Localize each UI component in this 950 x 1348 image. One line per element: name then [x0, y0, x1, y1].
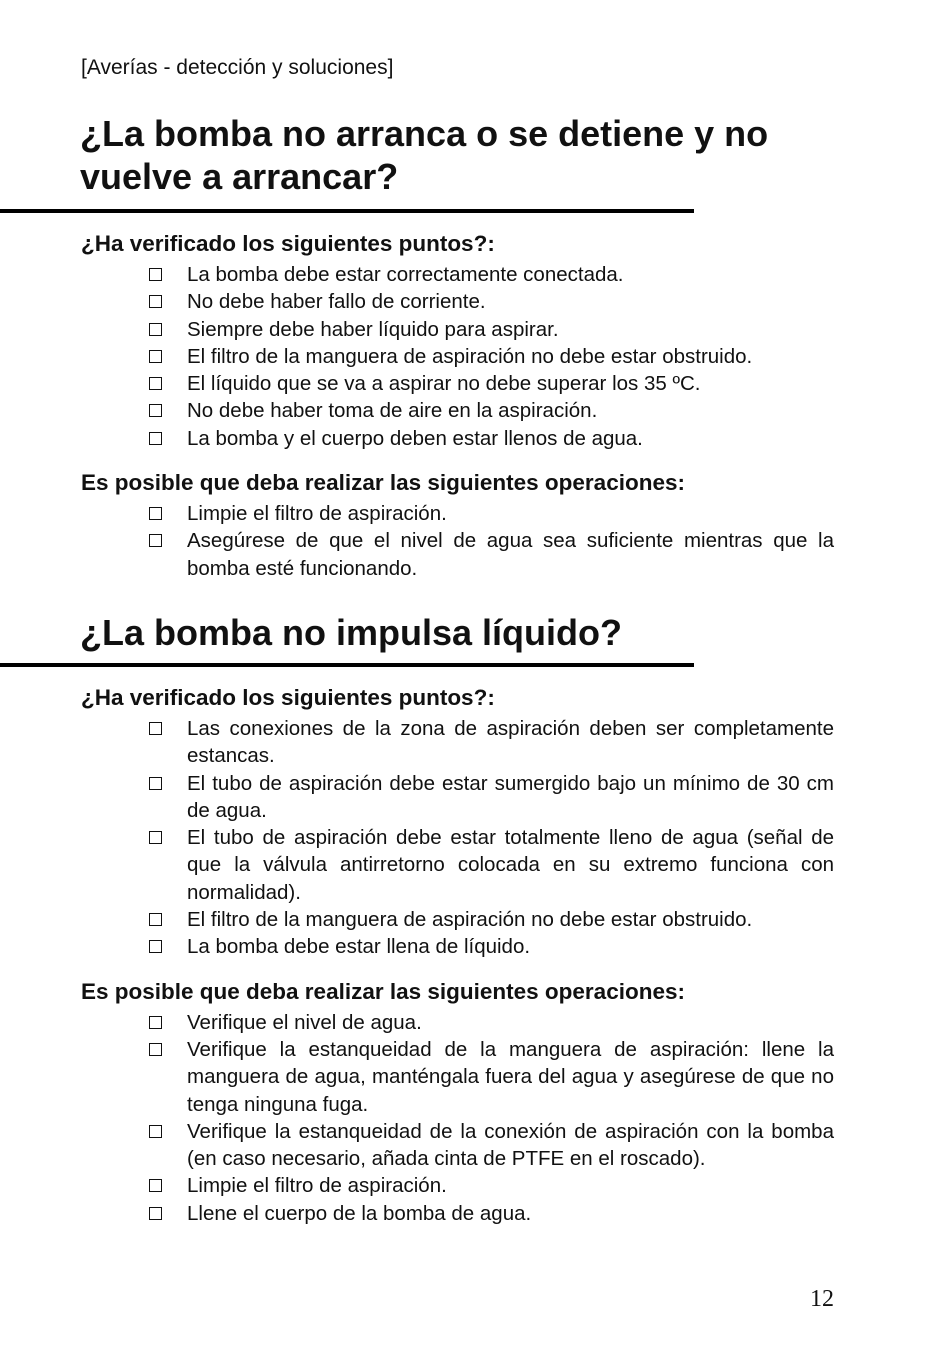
list-item: Limpie el filtro de aspiración.	[148, 1172, 834, 1199]
list-item: No debe haber toma de aire en la aspiración.	[148, 397, 834, 424]
checklist-checks	[0, 261, 834, 452]
list-item: El líquido que se va a aspirar no debe superar los 35 ºC.	[148, 370, 834, 397]
checkbox-icon	[149, 1179, 162, 1192]
section-title: ¿La bomba no arranca o se detiene y no vuelve a arrancar?	[80, 113, 769, 197]
list-item: Asegúrese de que el nivel de agua sea suficiente mientras que la bomba esté funcionando.	[148, 527, 834, 582]
checkbox-icon	[149, 350, 162, 363]
checkbox-icon	[149, 1207, 162, 1220]
checklist-operations	[0, 1009, 834, 1227]
checkbox-icon	[149, 377, 162, 390]
list-item: Las conexiones de la zona de aspiración deben ser completamente estancas.	[148, 715, 834, 770]
group-heading-checks: ¿Ha verificado los siguientes puntos?:	[81, 685, 495, 710]
section-title: ¿La bomba no impulsa líquido?	[80, 612, 622, 653]
checkbox-icon	[149, 534, 162, 547]
checklist-checks	[0, 715, 834, 961]
checkbox-icon	[149, 432, 162, 445]
list-item: El filtro de la manguera de aspiración no debe estar obstruido.	[148, 343, 834, 370]
checkbox-icon	[149, 404, 162, 417]
checkbox-icon	[149, 1016, 162, 1029]
checkbox-icon	[149, 913, 162, 926]
list-item: La bomba debe estar correctamente conectada.	[148, 261, 834, 288]
list-item: Limpie el filtro de aspiración.	[148, 500, 834, 527]
checkbox-icon	[149, 1125, 162, 1138]
page-number: 12	[810, 1286, 834, 1312]
checkbox-icon	[149, 268, 162, 281]
list-item: El tubo de aspiración debe estar totalmente lleno de agua (señal de que la válvula antirretorno colocada en su extremo funciona con normalidad).	[148, 824, 834, 906]
checkbox-icon	[149, 831, 162, 844]
section-pump-not-pumping	[0, 611, 950, 1227]
list-item: La bomba y el cuerpo deben estar llenos de agua.	[148, 425, 834, 452]
list-item: Llene el cuerpo de la bomba de agua.	[148, 1200, 834, 1227]
list-item: Verifique la estanqueidad de la conexión de aspiración con la bomba (en caso necesario, añada cinta de PTFE en el roscado).	[148, 1118, 834, 1173]
section-pump-not-starting	[0, 112, 950, 582]
checkbox-icon	[149, 1043, 162, 1056]
group-heading-operations: Es posible que deba realizar las siguientes operaciones:	[81, 978, 685, 1004]
list-item: El filtro de la manguera de aspiración no debe estar obstruido.	[148, 906, 834, 933]
checkbox-icon	[149, 777, 162, 790]
page-header: [Averías - detección y soluciones]	[81, 56, 394, 79]
checkbox-icon	[149, 940, 162, 953]
checkbox-icon	[149, 295, 162, 308]
checklist-operations	[0, 500, 834, 582]
list-item: Siempre debe haber líquido para aspirar.	[148, 316, 834, 343]
list-item: El tubo de aspiración debe estar sumergido bajo un mínimo de 30 cm de agua.	[148, 770, 834, 825]
group-heading-checks: ¿Ha verificado los siguientes puntos?:	[81, 231, 495, 256]
list-item: Verifique la estanqueidad de la manguera de aspiración: llene la manguera de agua, manténgala fuera del agua y asegúrese de que no tenga ninguna fuga.	[148, 1036, 834, 1118]
list-item: Verifique el nivel de agua.	[148, 1009, 834, 1036]
list-item: No debe haber fallo de corriente.	[148, 288, 834, 315]
title-rule	[0, 663, 694, 667]
checkbox-icon	[149, 323, 162, 336]
list-item: La bomba debe estar llena de líquido.	[148, 933, 834, 960]
checkbox-icon	[149, 722, 162, 735]
group-heading-operations: Es posible que deba realizar las siguientes operaciones:	[81, 470, 685, 496]
title-rule	[0, 209, 694, 213]
checkbox-icon	[149, 507, 162, 520]
